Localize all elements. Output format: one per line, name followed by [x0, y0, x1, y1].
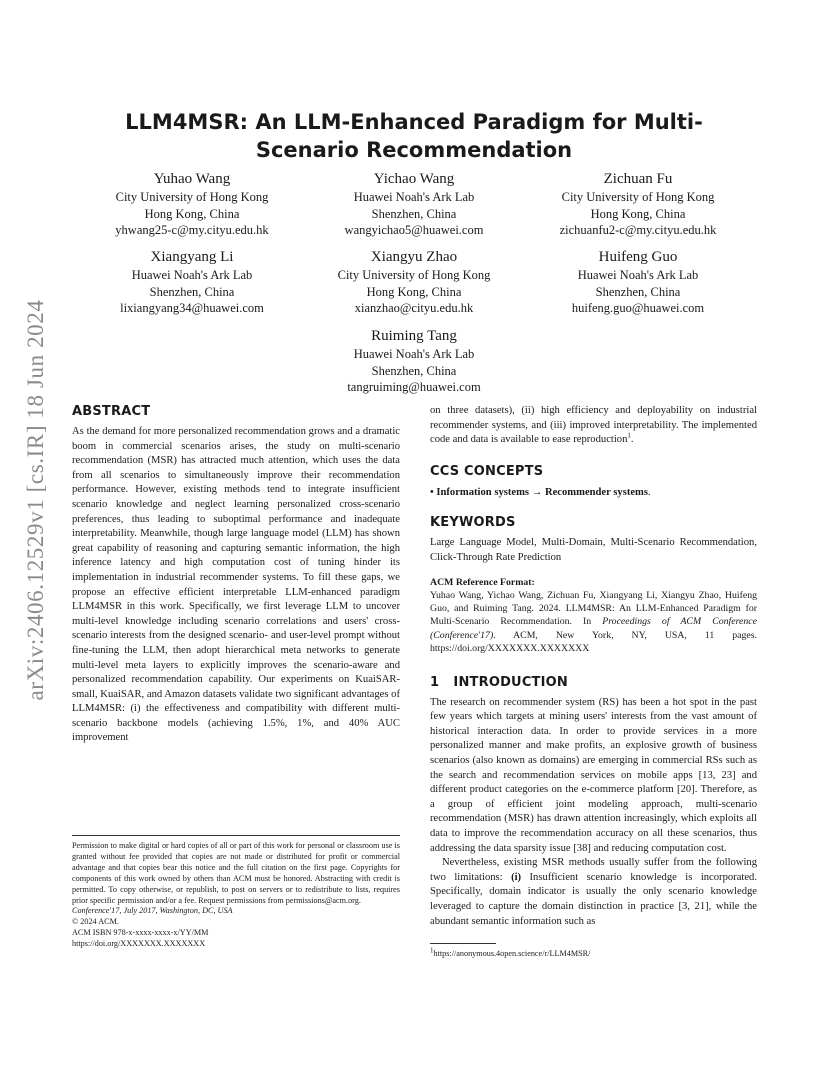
author-affiliation: Huawei Noah's Ark Lab	[353, 190, 475, 204]
introduction-paragraph-2	[430, 856, 757, 929]
intro-p2-before: Nevertheless, existing MSR methods usually suffer from the following two limitations:	[430, 857, 757, 883]
page-footnote	[430, 943, 757, 960]
abstract-continued-text: on three datasets), (ii) high efficiency and deployability on industrial recommender systems, and (iii) improved interpretability. The implemented code and data is available to ease reproduction	[430, 405, 757, 446]
author-email: tangruiming@huawei.com	[347, 380, 481, 394]
author-name: Xiangyang Li	[150, 249, 234, 265]
footnote-number: 1	[430, 946, 434, 955]
author-affiliation: Huawei Noah's Ark Lab	[577, 268, 699, 282]
permission-divider	[72, 835, 400, 836]
author-block	[518, 169, 758, 239]
author-block	[72, 169, 312, 239]
abstract-text: As the demand for more personalized recommendation grows and a dramatic boom in commercial scenarios arises, the study on multi-scenario recommendation (MSR) has attracted much attention, which uses the data from all scenarios to simultaneously improve their recommendation performance. However, existing methods tend to integrate insufficient scenario knowledge and neglect learning personalized cross-scenario preferences, thus leading to suboptimal performance and inadequate interpretability. Meanwhile, though large language model (LLM) has shown great capability of reasoning and capturing semantic information, the high inference latency and high computation cost of tuning hinder its implementation in industrial recommender systems. To fill these gaps, we propose an effective efficient interpretable LLM-enhanced paradigm LLM4MSR in this work. Specifically, we first leverage LLM to uncover multi-level knowledge including scenario correlations and users' cross-scenario interests from the designed scenario- and user-level prompt without fine-tuning the LLM, then adopt hierarchical meta networks to generate multi-level meta layers to explicitly improves the scenario-aware and personalized recommendation capability. Our experiments on KuaiSAR-small, KuaiSAR, and Amazon datasets validate two significant advantages of LLM4MSR: (i) the effectiveness and compatibility with different multi-scenario backbone models (achieving 1.5%, 1%, and 40% AUC improvement	[72, 426, 400, 744]
author-affiliation: City University of Hong Kong	[115, 190, 269, 204]
author-block	[294, 326, 534, 396]
isbn-line: ACM ISBN 978-x-xxxx-xxxx-x/YY/MM	[72, 928, 209, 938]
author-affiliation: City University of Hong Kong	[561, 190, 715, 204]
keywords-text: Large Language Model, Multi-Domain, Multi-Scenario Recommendation, Click-Through Rate Prediction	[430, 537, 757, 563]
author-email: zichuanfu2-c@my.cityu.edu.hk	[559, 223, 717, 237]
author-name: Yichao Wang	[373, 171, 455, 187]
introduction-paragraph-1: The research on recommender system (RS) has been a hot spot in the past few years which targets at mining users' interests from the vast amount of historical interaction data. In order to provide services in a more personalized manner and make profits, an explosive growth of business scenarios (also known as domains) are emerging in commercial RSs such as the search and recommendation services on mobile apps [13, 23] and different product categories on the e-commerce platform [20]. Therefore, as a group of efficient joint modeling approach, multi-scenario recommendation (MSR) has drawn attention increasingly, which exploits all data to improve the recommendation accuracy on all these scenarios, thus addressing the data sparsity issue [38] and reducing computation cost.	[430, 696, 757, 854]
author-name: Ruiming Tang	[371, 328, 457, 344]
introduction-heading: 1 INTRODUCTION	[430, 674, 568, 690]
footnote-divider	[430, 943, 496, 944]
keywords-heading: KEYWORDS	[430, 515, 516, 531]
arxiv-identifier-text: arXiv:2406.12529v1 [cs.IR] 18 Jun 2024	[23, 299, 48, 701]
author-location: Hong Kong, China	[590, 206, 686, 221]
footnote-marker: 1	[627, 431, 631, 440]
doi-line: https://doi.org/XXXXXXX.XXXXXXX	[72, 939, 206, 949]
abstract-continued-end: .	[630, 434, 634, 446]
arxiv-identifier-stamp	[21, 299, 51, 701]
author-name: Yuhao Wang	[153, 171, 231, 187]
author-location: Shenzhen, China	[371, 206, 457, 221]
reference-venue: Proceedings of ACM Conference (Conference'17)	[430, 616, 757, 641]
ccs-concepts	[430, 486, 757, 501]
reference-format-text	[430, 589, 757, 656]
left-column	[72, 404, 400, 746]
author-location: Hong Kong, China	[144, 206, 240, 221]
author-location: Shenzhen, China	[149, 284, 235, 299]
ccs-end: .	[648, 486, 651, 498]
author-location: Shenzhen, China	[595, 284, 681, 299]
permission-text: Permission to make digital or hard copies of all or part of this work for personal or classroom use is granted without fee provided that copies are not made or distributed for profit or commercial advantage and that copies bear this notice and the full citation on the first page. Copyrights for components of this work owned by others than ACM must be honored. Abstracting with credit is permitted. To copy otherwise, or republish, to post on servers or to redistribute to lists, requires prior specific permission and/or a fee. Request permissions from permissions@acm.org.	[72, 841, 400, 905]
footnote-text	[430, 946, 757, 960]
author-name: Zichuan Fu	[603, 171, 673, 187]
author-block	[518, 247, 758, 317]
abstract-continued	[430, 404, 757, 448]
author-email: xianzhao@cityu.edu.hk	[354, 301, 474, 315]
author-name: Xiangyu Zhao	[370, 249, 458, 265]
author-affiliation: City University of Hong Kong	[337, 268, 491, 282]
abstract-heading: ABSTRACT	[72, 404, 151, 419]
author-affiliation: Huawei Noah's Ark Lab	[131, 268, 253, 282]
author-block	[294, 169, 534, 239]
reference-text-after: . ACM, New York, NY, USA, 11 pages. https://doi.org/XXXXXXX.XXXXXXX	[430, 629, 757, 655]
author-email: lixiangyang34@huawei.com	[120, 301, 264, 315]
author-email: yhwang25-c@my.cityu.edu.hk	[115, 223, 269, 237]
author-affiliation: Huawei Noah's Ark Lab	[353, 347, 475, 361]
ccs-bullet: • Information systems → Recommender systems	[430, 486, 649, 498]
permission-block	[72, 835, 400, 950]
author-email: huifeng.guo@huawei.com	[571, 301, 705, 315]
footnote-url: https://anonymous.4open.science/r/LLM4MSR/	[433, 949, 591, 958]
author-block	[72, 247, 312, 317]
paper-title: LLM4MSR: An LLM-Enhanced Paradigm for Multi-Scenario Recommendation	[125, 110, 703, 162]
author-email: wangyichao5@huawei.com	[344, 223, 484, 237]
author-location: Shenzhen, China	[371, 363, 457, 378]
copyright-notice: © 2024 ACM.	[72, 917, 119, 927]
reference-format-heading: ACM Reference Format:	[430, 576, 535, 588]
ccs-heading: CCS CONCEPTS	[430, 463, 544, 479]
intro-p2-bold: (i)	[511, 871, 522, 883]
right-column	[430, 404, 757, 929]
reference-text-before: Yuhao Wang, Yichao Wang, Zichuan Fu, Xiangyang Li, Xiangyu Zhao, Huifeng Guo, and Ruiming Tang. 2024. LLM4MSR: An LLM-Enhanced Paradigm for Multi-Scenario Recommendation. In	[430, 589, 757, 628]
author-location: Hong Kong, China	[366, 284, 462, 299]
author-block	[294, 247, 534, 317]
author-name: Huifeng Guo	[598, 249, 678, 265]
intro-p2-after: Insufficient scenario knowledge is incorporated. Specifically, domain indicator is usually the only scenario knowledge leveraged to capture the domain distinction in practice [3, 21], while the abundant semantic information such as	[430, 871, 757, 927]
conference-info: Conference'17, July 2017, Washington, DC, USA	[72, 906, 233, 916]
